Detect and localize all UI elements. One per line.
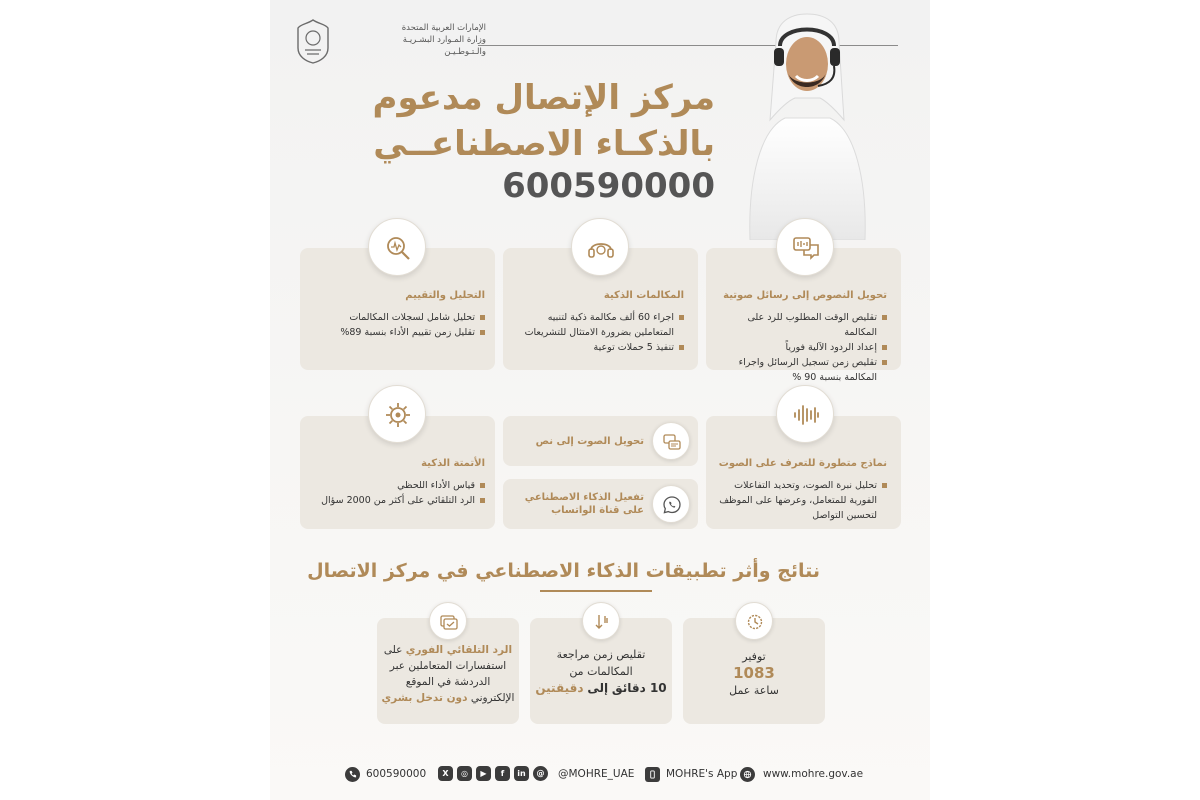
gov-line-2: وزارة المـوارد البشـريـة (402, 35, 486, 45)
review-line-3 (530, 680, 672, 697)
facebook-icon[interactable]: f (495, 766, 510, 781)
footer-app-text: MOHRE's App (666, 768, 738, 780)
social-handle-text: @MOHRE_UAE (558, 768, 635, 780)
mobile-app-icon (645, 767, 660, 782)
review-line-1: تقليص زمن مراجعة (556, 648, 646, 661)
card-title: تحويل النصوص إلى رسائل صوتية (723, 290, 887, 301)
whatsapp-icon-badge (652, 485, 690, 523)
footer-phone[interactable] (345, 766, 426, 782)
auto-reply-line-3: الدردشة في الموقع (405, 676, 491, 688)
hero-title-line-2: بالذكـاء الاصطناعــي (373, 124, 715, 164)
phone-icon (345, 767, 360, 782)
review-to: دقيقتين (535, 681, 584, 695)
list-item: تقليص الوقت المطلوب للرد على المكالمة (715, 310, 887, 340)
footer-phone-text: 600590000 (366, 768, 427, 780)
list-item: تحليل نبرة الصوت، وتحديد التفاعلات الفورية للمتعامل، وعرضها على الموظف لتحسين التواصل (717, 478, 887, 523)
card-title: المكالمات الذكية (603, 290, 684, 301)
automation-icon-badge (368, 385, 426, 443)
card-title (525, 491, 644, 517)
auto-reply-line-2: استفسارات المتعاملين عبر (389, 660, 507, 672)
card-list (519, 310, 684, 355)
auto-reply-line-1 (377, 642, 519, 658)
speech-to-text-icon-badge (652, 422, 690, 460)
card-list (715, 310, 887, 385)
auto-reply-text-4: الإلكتروني (470, 692, 515, 704)
whatsapp-icon (662, 495, 682, 515)
result-auto-reply-text (377, 642, 519, 706)
headset-icon-badge (571, 218, 629, 276)
list-item: قياس الأداء اللحظي (305, 478, 485, 493)
sort-down-icon-badge (582, 602, 620, 640)
hero-title-line-1: مركز الإتصال مدعوم (372, 78, 715, 118)
gov-line-1: الإمارات العربية المتحدة (401, 23, 486, 33)
result-card-auto-reply (377, 618, 519, 724)
whatsapp-title-line-2: على قناة الواتساب (551, 505, 644, 516)
linkedin-icon[interactable]: in (514, 766, 529, 781)
card-title: التحليل والتقييم (405, 290, 485, 301)
footer-website[interactable] (740, 766, 863, 782)
ministry-name (336, 22, 486, 58)
result-saving-text (683, 648, 825, 699)
result-card-saving (683, 618, 825, 724)
voice-message-icon (791, 233, 821, 263)
card-list (717, 478, 887, 523)
sort-down-icon (592, 612, 612, 632)
result-review-text (530, 646, 672, 697)
soundwave-icon (791, 400, 821, 430)
globe-icon (740, 767, 755, 782)
chat-check-icon (439, 612, 459, 632)
headset-icon (586, 233, 616, 263)
hero-phone-number: 600590000 (502, 166, 715, 206)
card-list (310, 310, 485, 340)
analysis-icon-badge (368, 218, 426, 276)
uae-emblem-icon (295, 18, 331, 64)
instagram-icon[interactable]: ◎ (457, 766, 472, 781)
auto-reply-text-1: على (383, 644, 406, 656)
footer-app[interactable] (645, 766, 737, 782)
list-item: اجراء 60 ألف مكالمة ذكية لتنبيه المتعاملين بضرورة الامتثال للتشريعات (519, 310, 684, 340)
list-item: تقليل زمن تقييم الأداء بنسبة 89% (310, 325, 485, 340)
chat-check-icon-badge (429, 602, 467, 640)
results-title: نتائج وأثر تطبيقات الذكاء الاصطناعي في مركز الاتصال (307, 560, 820, 582)
chat-bubbles-icon (662, 432, 682, 452)
footer-social-handle[interactable] (558, 766, 634, 782)
card-title: تحويل الصوت إلى نص (535, 436, 644, 447)
auto-reply-line-4 (377, 690, 519, 706)
list-item: تقليص زمن تسجيل الرسائل واجراء المكالمة بنسبة 90 % (715, 355, 887, 385)
auto-reply-highlight-1: الرد التلقائي الفوري (405, 644, 513, 656)
social-icons (438, 766, 548, 781)
threads-icon[interactable]: @ (533, 766, 548, 781)
list-item: الرد التلقائي على أكثر من 2000 سؤال (305, 493, 485, 508)
call-agent-photo (740, 10, 875, 240)
whatsapp-title-line-1: تفعيل الذكاء الاصطناعي (524, 492, 644, 503)
card-list (305, 478, 485, 508)
auto-reply-highlight-2: دون تدخل بشري (381, 692, 468, 704)
gear-icon (383, 400, 413, 430)
youtube-icon[interactable]: ▶ (476, 766, 491, 781)
list-item: إعداد الردود الآلية فورياً (715, 340, 887, 355)
list-item: تحليل شامل لسجلات المكالمات (310, 310, 485, 325)
soundwave-icon-badge (776, 385, 834, 443)
review-line-2: المكالمات من (569, 665, 633, 678)
saving-label: توفير (742, 650, 766, 663)
card-title: الأتمتة الذكية (421, 458, 485, 469)
clock-icon-badge (735, 602, 773, 640)
review-to-word: إلى (587, 681, 609, 695)
magnifier-chart-icon (383, 233, 413, 263)
saving-unit: ساعة عمل (729, 684, 779, 697)
list-item: تنفيذ 5 حملات توعية (519, 340, 684, 355)
result-card-review (530, 618, 672, 724)
saving-value: 1083 (733, 664, 775, 682)
review-from: 10 دقائق (611, 681, 667, 695)
clock-gear-icon (745, 612, 765, 632)
card-title: نماذج متطورة للتعرف على الصوت (718, 458, 887, 469)
gov-line-3: والـتـوطـيـن (444, 47, 486, 57)
footer-website-text: www.mohre.gov.ae (763, 768, 864, 780)
results-underline (540, 590, 652, 592)
chat-voice-icon-badge (776, 218, 834, 276)
x-twitter-icon[interactable]: X (438, 766, 453, 781)
